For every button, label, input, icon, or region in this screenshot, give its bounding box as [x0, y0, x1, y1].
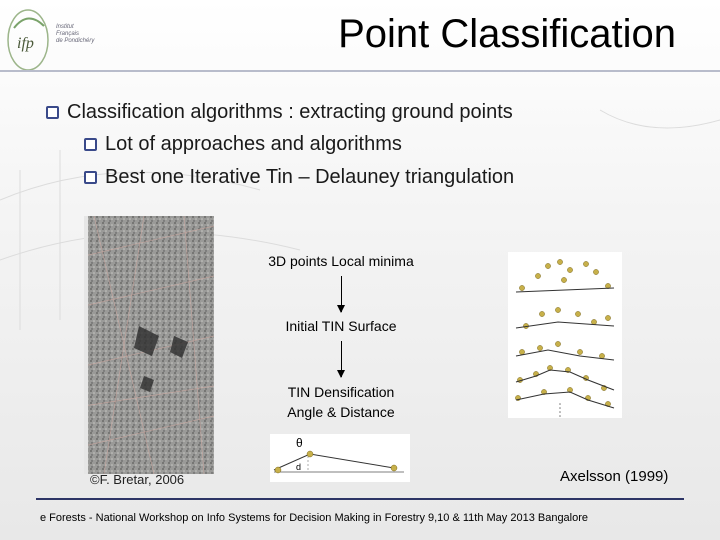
logo-line-1: Institut [56, 24, 74, 30]
flow-step-densification [246, 384, 436, 420]
flow-step-densification-line1: TIN Densification [287, 384, 395, 400]
logo-line-3: de Pondichéry [56, 38, 95, 44]
angle-distance-figure [270, 434, 410, 482]
slide-title: Point Classification [338, 12, 676, 56]
flow-step-initial-tin: Initial TIN Surface [285, 318, 397, 334]
citation: Axelsson (1999) [560, 468, 669, 485]
flow-arrow-down-icon [341, 276, 342, 312]
logo-line-2: Français [56, 31, 80, 37]
footer-text: e Forests - National Workshop on Info Systems for Decision Making in Forestry 9,10 & 11th May 2013 Bangalore [40, 512, 589, 524]
theta-symbol: θ [296, 436, 303, 450]
institute-logo [6, 6, 98, 74]
bullet-text: Lot of approaches and algorithms [105, 133, 402, 155]
photo-credit: ©F. Bretar, 2006 [90, 472, 185, 487]
aerial-lidar-image [84, 216, 214, 474]
bullet-level2 [84, 133, 402, 156]
flow-step-local-minima: 3D points Local minima [268, 253, 414, 269]
bullet-text: Classification algorithms : extracting ground points [67, 101, 513, 123]
title-divider [0, 70, 720, 72]
bullet-box-icon [84, 138, 97, 151]
tin-densification-figure [508, 252, 622, 418]
footer-divider [36, 498, 684, 500]
flow-step-densification-line2: Angle & Distance [287, 404, 395, 420]
bullet-box-icon [84, 171, 97, 184]
distance-symbol: d [296, 462, 302, 472]
bullet-text: Best one Iterative Tin – Delauney triangulation [105, 166, 515, 188]
bullet-level2 [84, 166, 514, 189]
bullet-level1 [46, 101, 513, 124]
flow-arrow-down-icon [341, 341, 342, 377]
svg-text:ifp: ifp [17, 35, 34, 52]
bullet-box-icon [46, 106, 59, 119]
angle-diagram [270, 434, 410, 482]
